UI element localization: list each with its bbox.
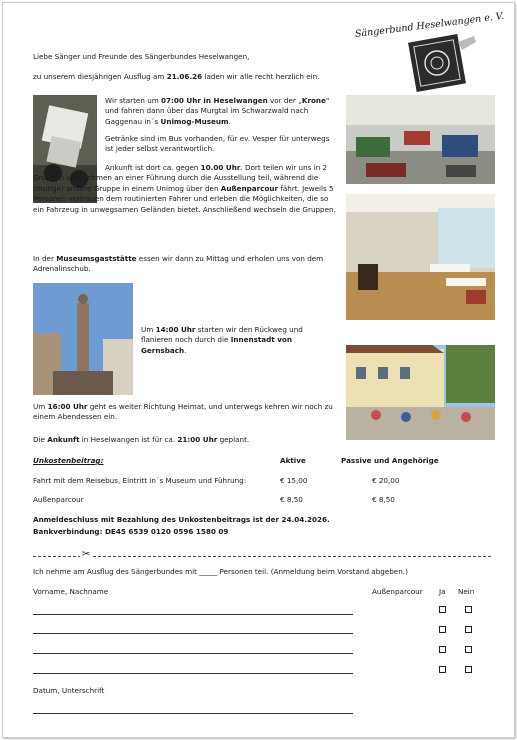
club-logo	[352, 10, 505, 90]
paragraph-arrival-museum: Ankunft ist dort ca. gegen 10.00 Uhr. Dort teilen wir uns in 2 Gruppen und nehmen an einer Führung durch die Ausstellung teil, während die (mutige) andere Gruppe in einem Unimog über den Außenparcour fährt. Jeweils 5 Personen vertrauen dem routinierten Fahrer und erleben die Möglichkeiten, die so ein Fahrzeug in unwegsamen Geländen bietet. Anschließend wechseln die Gruppen.	[33, 163, 336, 214]
scissors-icon: ✂	[82, 549, 91, 560]
photo-museum-hall	[346, 95, 495, 184]
form-date-label: Datum, Unterschrift	[33, 686, 105, 695]
paragraph-lunch: In der Museumsgaststätte essen wir dann zu Mittag und erholen uns von dem Adrenalinschub.	[33, 254, 324, 274]
col-active: Aktive	[280, 456, 306, 465]
name-field[interactable]	[33, 614, 353, 615]
checkbox-yes[interactable]	[439, 606, 446, 613]
checkbox-no[interactable]	[465, 606, 472, 613]
bank-details: Bankverbindung: DE45 6539 0120 0596 1580 09	[33, 527, 229, 536]
photo-beer-garden	[346, 345, 495, 440]
signature-field[interactable]	[33, 713, 353, 714]
form-col-yes: Ja	[439, 587, 446, 596]
col-passive: Passive und Angehörige	[341, 456, 439, 465]
paragraph-dinner: Um 16:00 Uhr geht es weiter Richtung Heimat, und unterwegs kehren wir noch zu einem Abendessen ein.	[33, 402, 333, 422]
cost-row-active: € 8,50	[280, 495, 303, 504]
checkbox-no[interactable]	[465, 646, 472, 653]
cost-row-passive: € 20,00	[372, 476, 400, 485]
checkbox-yes[interactable]	[439, 666, 446, 673]
name-field[interactable]	[33, 673, 353, 674]
deadline-text: Anmeldeschluss mit Bezahlung des Unkostenbeitrags ist der 24.04.2026.	[33, 515, 330, 524]
costs-header: Unkostenbeitrag:	[33, 456, 104, 465]
form-name-label: Vorname, Nachname	[33, 587, 109, 596]
paragraph-return: Um 14:00 Uhr starten wir den Rückweg und flanieren noch durch die Innenstadt von Gernsbach.	[141, 325, 303, 355]
name-field[interactable]	[33, 653, 353, 654]
photo-gernsbach-fountain	[33, 283, 133, 395]
form-col-no: Nein	[458, 587, 475, 596]
photo-museum-restaurant	[346, 194, 495, 320]
greeting-text: Liebe Sänger und Freunde des Sängerbundes Heselwangen,	[33, 52, 250, 61]
cost-row-passive: € 8,50	[372, 495, 395, 504]
cost-row-label: Außenparcour	[33, 495, 84, 504]
form-statement: Ich nehme am Ausflug des Sängerbundes mit _____ Personen teil. (Anmeldung beim Vorstand abgeben.)	[33, 567, 408, 576]
checkbox-yes[interactable]	[439, 646, 446, 653]
intro-text: zu unserem diesjährigen Ausflug am 21.06.26 laden wir alle recht herzlich ein.	[33, 72, 320, 81]
paragraph-start: Wir starten um 07:00 Uhr in Heselwangen vor der „Krone“ und fahren dann über das Murgtal im Schwarzwald nach Gaggenau in´s Unimog-Museum.	[105, 96, 330, 126]
name-field[interactable]	[33, 633, 353, 634]
paragraph-drinks: Getränke sind im Bus vorhanden, für ev. Vesper für unterwegs ist jeder selbst verantwortlich.	[105, 134, 330, 154]
cost-row-label: Fahrt mit dem Reisebus, Eintritt in´s Museum und Führung:	[33, 476, 247, 485]
checkbox-yes[interactable]	[439, 626, 446, 633]
cut-line	[33, 556, 491, 557]
paragraph-arrival-home: Die Ankunft in Heselwangen ist für ca. 21:00 Uhr geplant.	[33, 435, 250, 444]
checkbox-no[interactable]	[465, 626, 472, 633]
club-logo-text: Sängerbund Heselwangen e. V.	[354, 10, 505, 41]
form-col-parcour: Außenparcour	[372, 587, 423, 596]
club-emblem-icon	[408, 34, 478, 92]
checkbox-no[interactable]	[465, 666, 472, 673]
cost-row-active: € 15,00	[280, 476, 308, 485]
